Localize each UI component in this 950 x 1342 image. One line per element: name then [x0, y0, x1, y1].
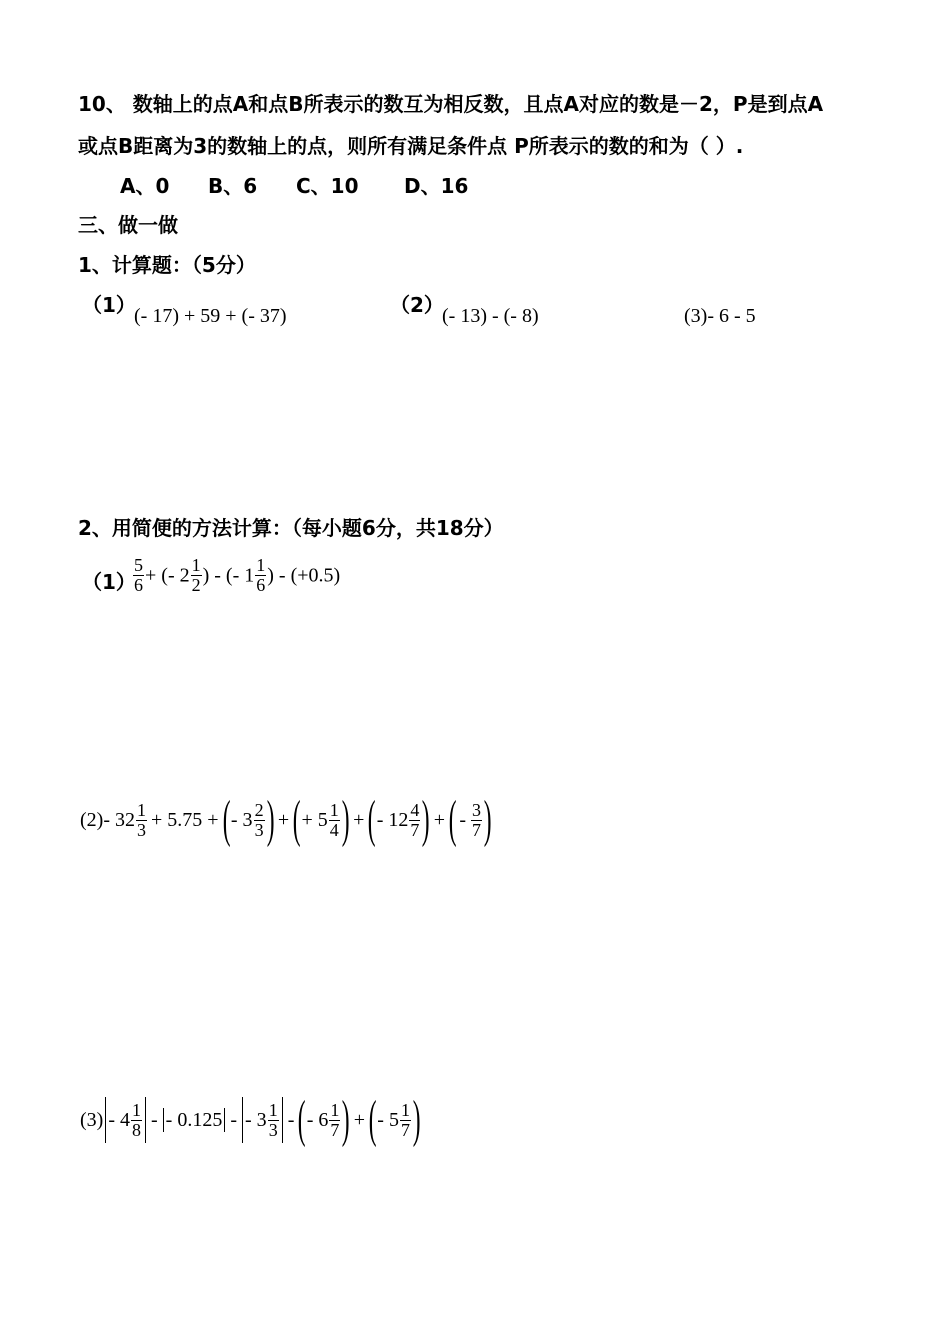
- fraction: $\frac{4}{7}$: [410, 799, 420, 840]
- fraction: $\frac{5}{6}$: [134, 555, 143, 595]
- fraction: $\frac{1}{3}$: [268, 1099, 278, 1140]
- fraction: $\frac{1}{2}$: [191, 555, 201, 595]
- part2-item2-expr: (2)- 32 $\frac{1}{3}$ + 5.75 +(- 3 $\frac{2}{3}$ ) +(+ 5 $\frac{1}{4}$ ) +(- 12 $\frac{4}{7}$ ) +( - $\frac{3}{7}$ ): [80, 791, 492, 848]
- part1-item3: [684, 306, 756, 326]
- fraction: $\frac{1}{6}$: [256, 555, 266, 595]
- part1-item2-expr: (- 13) - (- 8): [442, 305, 539, 327]
- part2-item1-label: （1）: [82, 570, 136, 594]
- part2-item3-label: (3): [80, 1109, 104, 1131]
- fraction: $\frac{2}{3}$: [254, 799, 264, 840]
- fraction: $\frac{1}{3}$: [137, 799, 146, 840]
- fraction: $\frac{1}{7}$: [400, 1099, 410, 1140]
- fraction: $\frac{1}{8}$: [132, 1099, 141, 1140]
- part1-item2-label: （2）: [390, 293, 444, 317]
- q10-option-a: A、0: [120, 174, 170, 198]
- q10-line1: 10、 数轴上的点A和点B所表示的数互为相反数，且点A对应的数是－2，P是到点A: [78, 92, 824, 116]
- section3-title: 三、做一做: [78, 213, 178, 237]
- part1-title: 1、计算题：（5分）: [78, 253, 256, 277]
- part1-item3-expr: - 6 - 5: [707, 305, 756, 327]
- part1-item1-expr: (- 17) + 59 + (- 37): [134, 305, 287, 327]
- fraction: $\frac{1}{7}$: [330, 1099, 340, 1140]
- part1-item3-label: (3): [684, 305, 708, 327]
- part2-item3-expr: (3) - 4 $\frac{1}{8}$ - - 0.125 - - 3 $\frac{1}{3}$ -(- 6 $\frac{1}{7}$ ) +(- 5 $\frac{1}{7}$ ): [80, 1091, 421, 1148]
- part2-item1-expr: $\frac{5}{6}$ + (- 2 $\frac{1}{2}$ ) - (- 1 $\frac{1}{6}$ ) - (+0.5): [134, 555, 341, 595]
- part2-title: 2、用简便的方法计算：（每小题6分，共18分）: [78, 516, 504, 540]
- fraction: $\frac{1}{4}$: [329, 799, 339, 840]
- q10-option-b: B、6: [208, 174, 258, 198]
- fraction: $\frac{3}{7}$: [472, 799, 481, 840]
- part1-item1-label: （1）: [82, 293, 136, 317]
- q10-line2: 或点B距离为3的数轴上的点，则所有满足条件点 P所表示的数的和为（ ）.: [78, 134, 744, 158]
- part2-item2-label: (2): [80, 809, 104, 831]
- q10-option-d: D、16: [404, 174, 469, 198]
- q10-option-c: C、10: [296, 174, 359, 198]
